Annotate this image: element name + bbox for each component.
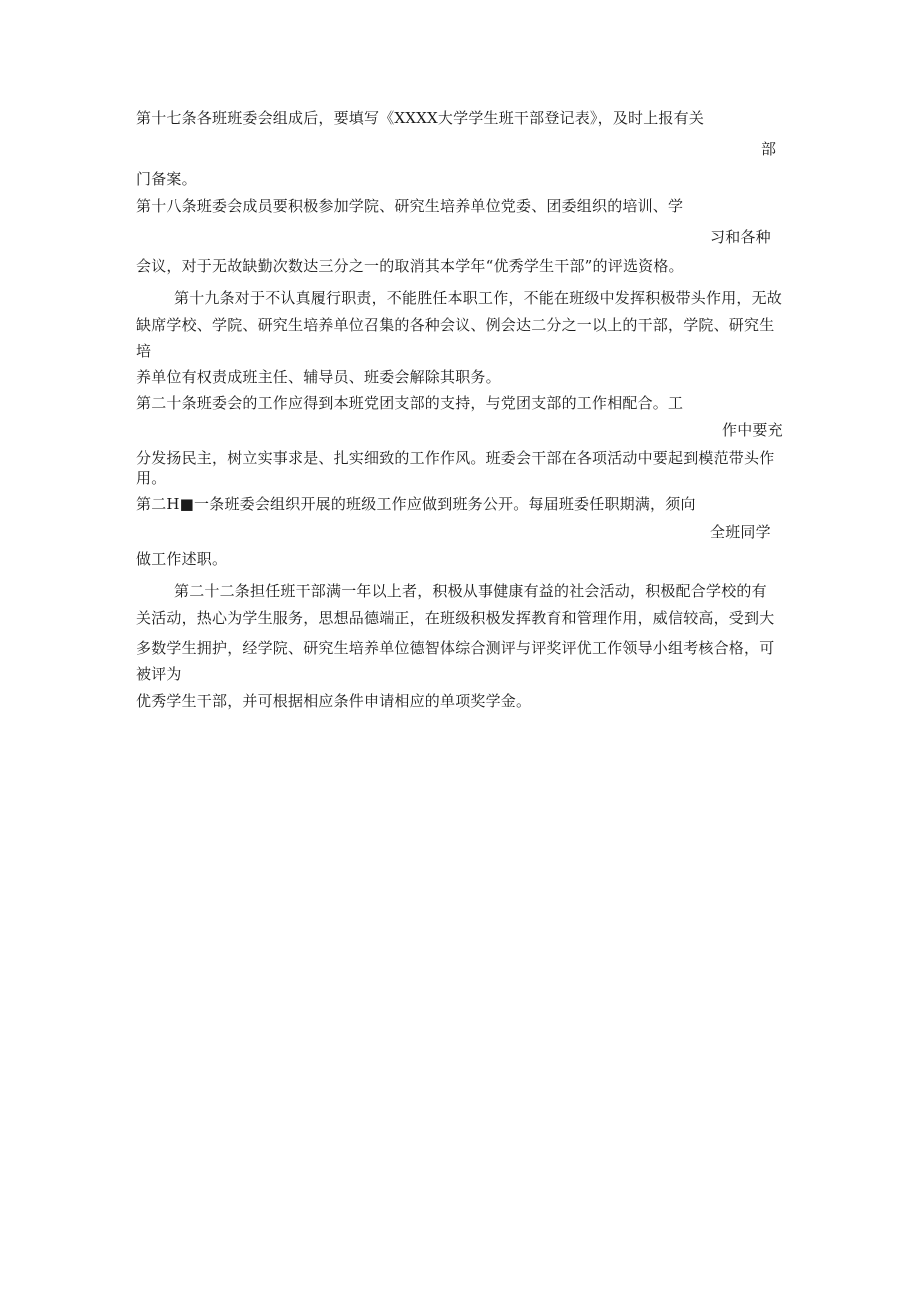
text-line: 习和各种 [710,228,771,246]
text-line: 用。 [136,469,167,487]
text-line: 第十九条对于不认真履行职责，不能胜任本职工作，不能在班级中发挥积极带头作用，无故 [174,289,783,307]
text-line: 多数学生拥护，经学院、研究生培养单位德智体综合测评与评奖评优工作领导小组考核合格，可 [136,639,775,657]
text-line: 培 [136,342,152,360]
text-line: 分发扬民主，树立实事求是、扎实细致的工作作风。班委会干部在各项活动中要起到模范带头作 [136,449,775,467]
text-line: 全班同学 [710,523,771,541]
text-line: 第十八条班委会成员要积极参加学院、研究生培养单位党委、团委组织的培训、学 [136,197,684,215]
text-line: 养单位有权责成班主任、辅导员、班委会解除其职务。 [136,368,501,386]
text-line: 第二H■一条班委会组织开展的班级工作应做到班务公开。每届班委任职期满，须向 [136,495,696,513]
text-line: 缺席学校、学院、研究生培养单位召集的各种会议、例会达二分之一以上的干部，学院、研究生 [136,316,775,334]
text-line: 会议，对于无故缺勤次数达三分之一的取消其本学年“优秀学生干部”的评选资格。 [136,257,684,275]
text-line: 被评为 [136,665,182,683]
text-line: 做工作述职。 [136,550,228,568]
text-line: 优秀学生干部，并可根据相应条件申请相应的单项奖学金。 [136,692,532,710]
text-line: 部 [761,140,777,158]
text-line: 第二十条班委会的工作应得到本班党团支部的支持，与党团支部的工作相配合。工 [136,394,684,412]
text-line: 门备案。 [136,170,197,188]
text-line: 关活动，热心为学生服务，思想品德端正，在班级积极发挥教育和管理作用，威信较高，受到大 [136,609,775,627]
text-line: 第十七条各班班委会组成后，要填写《XXXX大学学生班干部登记表》，及时上报有关 [136,109,705,127]
text-line: 作中要充 [722,421,783,439]
text-line: 第二十二条担任班干部满一年以上者，积极从事健康有益的社会活动，积极配合学校的有 [174,582,767,600]
